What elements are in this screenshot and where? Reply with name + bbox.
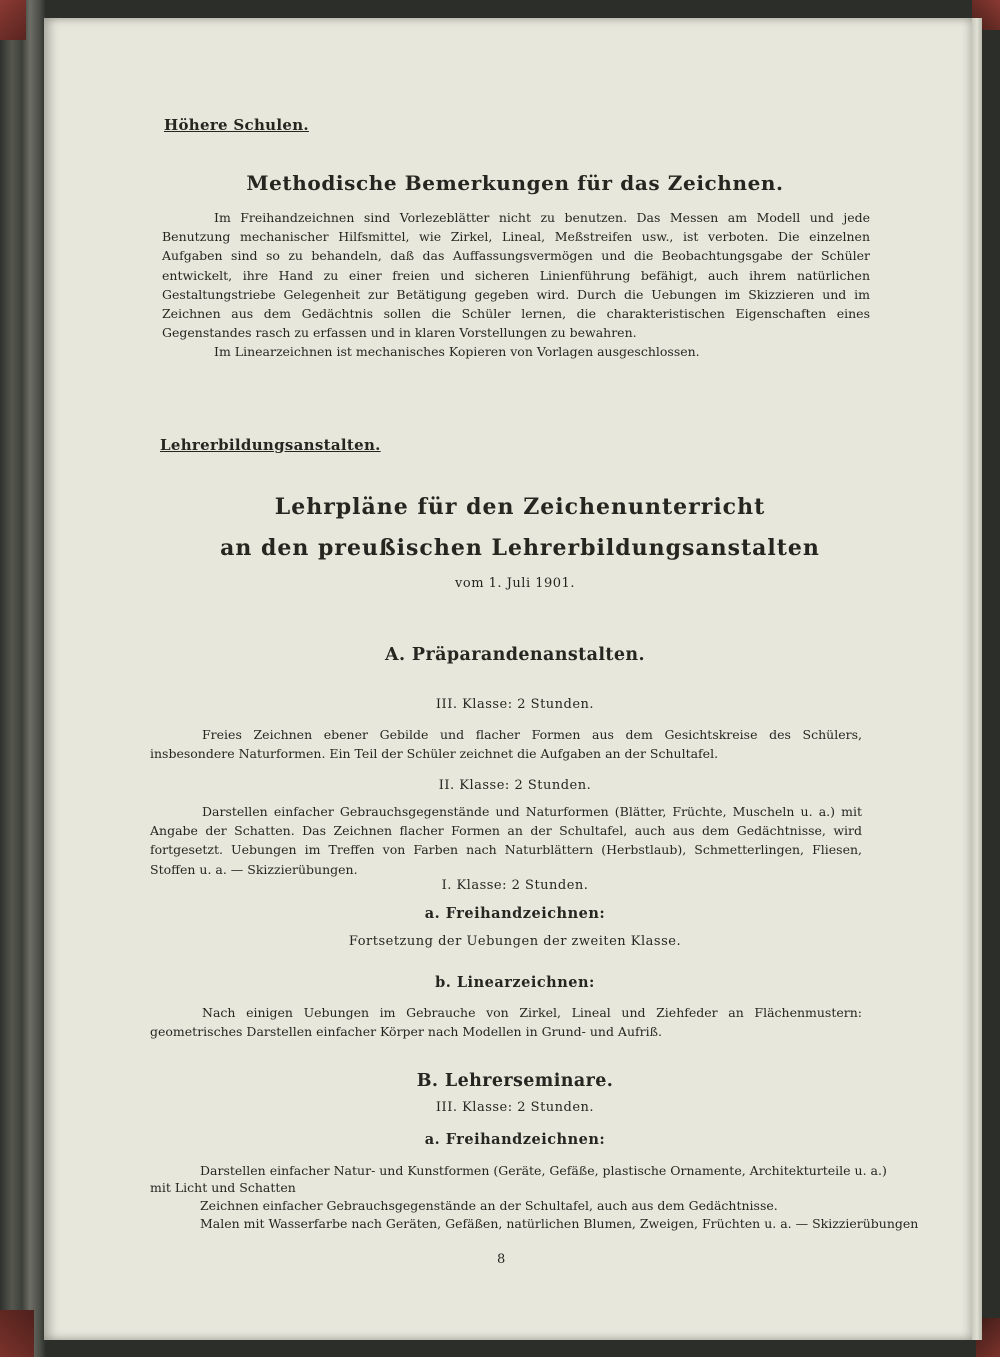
- paragraph-klasse-III: [150, 725, 862, 763]
- paragraph-klasse-II-text: Darstellen einfacher Gebrauchsgegenstände und Naturformen (Blätter, Früchte, Muscheln u. a.) mit Angabe der Schatten. Das Zeichnen flacher Formen an der Schultafel, auch aus dem Gedächtnisse, wird fortgesetzt. Uebungen im Treffen von Farben nach Naturblättern (Herbstlaub), Schmetterlingen, Fliesen, Stoffen u. a. — Skizzierübungen.: [150, 804, 862, 877]
- title-lehrplaene-line2: an den preußischen Lehrerbildungsanstalten: [220, 535, 820, 561]
- klasse-III-B-heading: III. Klasse: 2 Stunden.: [435, 1100, 595, 1115]
- subheading-freihandzeichnen-2: a. Freihandzeichnen:: [424, 1131, 606, 1148]
- section-heading-lehrerbildungsanstalten: Lehrerbildungsanstalten.: [160, 436, 381, 454]
- subheading-linearzeichnen: b. Linearzeichnen:: [435, 974, 595, 991]
- paragraph-linearzeichnen-text: Im Linearzeichnen ist mechanisches Kopieren von Vorlagen ausgeschlossen.: [214, 344, 700, 360]
- paragraph-methodisch: [162, 208, 870, 362]
- paragraph-klasse-II: [150, 802, 862, 879]
- paragraph-linearzeichnen-b-text: Nach einigen Uebungen im Gebrauche von Zirkel, Lineal und Ziehfeder an Flächenmustern: geometrisches Darstellen einfacher Körper nach Modellen in Grund- und Aufriß.: [150, 1005, 862, 1040]
- title-lehrplaene-line1: Lehrpläne für den Zeichenunterricht: [274, 494, 766, 520]
- cover-corner-bottom-left: [0, 1310, 34, 1357]
- line-B1b: mit Licht und Schatten: [150, 1180, 296, 1195]
- date-line: vom 1. Juli 1901.: [455, 576, 575, 591]
- subheading-freihandzeichnen-1: a. Freihandzeichnen:: [424, 905, 606, 922]
- line-fortsetzung: Fortsetzung der Uebungen der zweiten Klasse.: [348, 934, 682, 949]
- paragraph-klasse-III-text: Freies Zeichnen ebener Gebilde und flacher Formen aus dem Gesichtskreise des Schülers, insbesondere Naturformen. Ein Teil der Schüler zeichnet die Aufgaben an der Schultafel.: [150, 727, 862, 762]
- line-B3: Malen mit Wasserfarbe nach Geräten, Gefäßen, natürlichen Blumen, Zweigen, Früchten u. a. — Skizzierübungen: [200, 1216, 919, 1231]
- klasse-II-heading: II. Klasse: 2 Stunden.: [438, 778, 592, 793]
- heading-praeparandenanstalten: A. Präparandenanstalten.: [384, 645, 646, 665]
- klasse-III-heading: III. Klasse: 2 Stunden.: [435, 697, 595, 712]
- heading-lehrerseminare: B. Lehrerseminare.: [416, 1071, 614, 1091]
- line-B2: Zeichnen einfacher Gebrauchsgegenstände an der Schultafel, auch aus dem Gedächtnisse.: [200, 1198, 778, 1213]
- page-number: 8: [497, 1252, 506, 1267]
- title-methodische-bemerkungen: Methodische Bemerkungen für das Zeichnen.: [246, 171, 784, 195]
- klasse-I-heading: I. Klasse: 2 Stunden.: [441, 878, 589, 893]
- cover-corner-top-left: [0, 0, 26, 40]
- paragraph-linearzeichnen: [150, 1003, 862, 1041]
- paragraph-methodisch-text: Im Freihandzeichnen sind Vorlezeblätter nicht zu benutzen. Das Messen am Modell und jede Benutzung mechanischer Hilfsmittel, wie Zirkel, Lineal, Meßstreifen usw., ist verboten. Die einzelnen Aufgaben sind so zu behandeln, daß das Auffassungsvermögen und die Beobachtungsgabe der Schüler entwickelt, ihre Hand zu einer freien und sicheren Linienführung befähigt, auch ihrem natürlichen Gestaltungstriebe Gelegenheit zur Betätigung gegeben wird. Durch die Uebungen im Skizzieren und im Zeichnen aus dem Gedächtnis sollen die Schüler lernen, die charakteristischen Eigenschaften eines Gegenstandes rasch zu erfassen und in klaren Vorstellungen zu bewahren.: [162, 210, 870, 341]
- line-B1a: Darstellen einfacher Natur- und Kunstformen (Geräte, Gefäße, plastische Ornamente, Architekturteile u. a.): [200, 1163, 887, 1178]
- section-heading-hoehere-schulen: Höhere Schulen.: [164, 116, 309, 134]
